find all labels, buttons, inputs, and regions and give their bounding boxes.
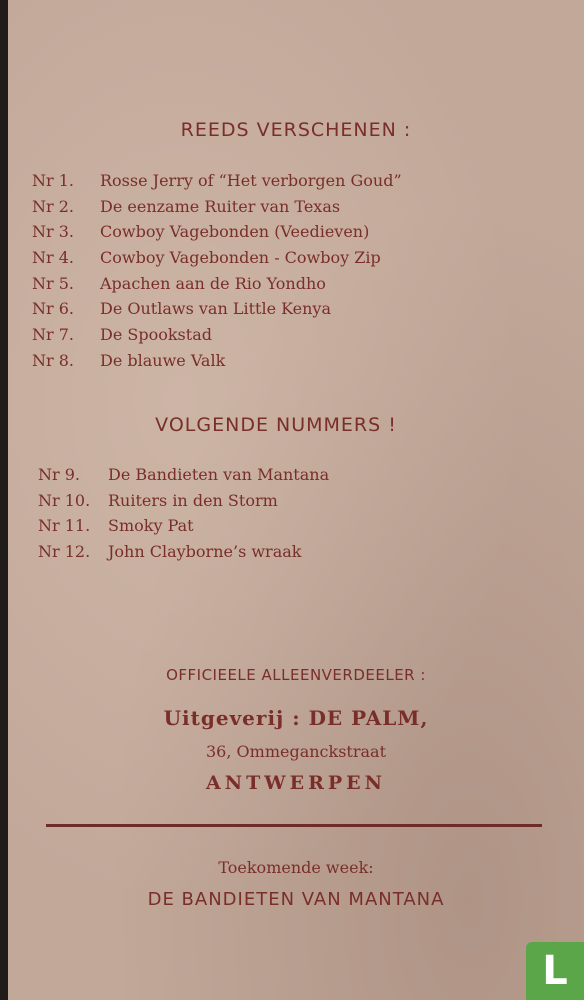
list-item: [32, 197, 402, 223]
divider-rule: [46, 824, 542, 827]
issue-number: Nr 7.: [32, 325, 74, 345]
next-week-label: Toekomende week:: [218, 858, 374, 877]
published-list: [32, 171, 402, 377]
issue-number: Nr 4.: [32, 248, 74, 268]
publisher-name: Uitgeverij : DE PALM,: [163, 706, 429, 730]
issue-title: De Bandieten van Mantana: [108, 465, 330, 484]
published-heading: REEDS VERSCHENEN :: [180, 119, 412, 141]
issue-title: Apachen aan de Rio Yondho: [100, 273, 326, 293]
site-logo-badge: [526, 942, 584, 1000]
issue-title: John Clayborne’s wraak: [108, 541, 302, 561]
issue-title: Rosse Jerry of “Het verborgen Goud”: [100, 171, 402, 190]
issue-number: Nr 5.: [32, 273, 74, 293]
list-item: [32, 248, 402, 274]
list-item: [32, 299, 402, 325]
back-cover: [8, 0, 584, 1000]
list-item: [32, 274, 402, 300]
list-item: [38, 491, 329, 517]
list-item: [38, 542, 329, 568]
publisher-street: 36, Ommeganckstraat: [206, 742, 386, 761]
publisher-city: ANTWERPEN: [206, 772, 386, 794]
logo-letter-icon: L: [542, 948, 568, 994]
issue-number: Nr 2.: [32, 196, 74, 216]
distributor-label: OFFICIEELE ALLEENVERDEELER :: [166, 666, 426, 684]
issue-title: Cowboy Vagebonden - Cowboy Zip: [100, 248, 381, 268]
upcoming-list: [38, 465, 329, 567]
issue-number: Nr 12.: [38, 541, 91, 561]
next-week-title: DE BANDIETEN VAN MANTANA: [147, 889, 445, 910]
issue-title: Ruiters in den Storm: [108, 490, 278, 510]
issue-title: De Outlaws van Little Kenya: [100, 299, 331, 319]
issue-title: De blauwe Valk: [100, 350, 226, 370]
issue-title: De eenzame Ruiter van Texas: [100, 196, 341, 216]
issue-number: Nr 9.: [38, 465, 80, 484]
issue-number: Nr 11.: [38, 516, 91, 535]
issue-number: Nr 8.: [32, 350, 74, 370]
issue-number: Nr 6.: [32, 299, 74, 319]
issue-number: Nr 3.: [32, 222, 74, 242]
issue-title: Cowboy Vagebonden (Veedieven): [100, 222, 370, 242]
issue-title: De Spookstad: [100, 325, 212, 345]
list-item: [38, 465, 329, 491]
upcoming-heading: VOLGENDE NUMMERS !: [155, 414, 397, 436]
list-item: [32, 171, 402, 197]
list-item: [32, 351, 402, 377]
issue-number: Nr 1.: [32, 171, 74, 190]
issue-number: Nr 10.: [38, 490, 91, 510]
list-item: [32, 222, 402, 248]
list-item: [38, 516, 329, 542]
issue-title: Smoky Pat: [108, 516, 194, 535]
list-item: [32, 325, 402, 351]
